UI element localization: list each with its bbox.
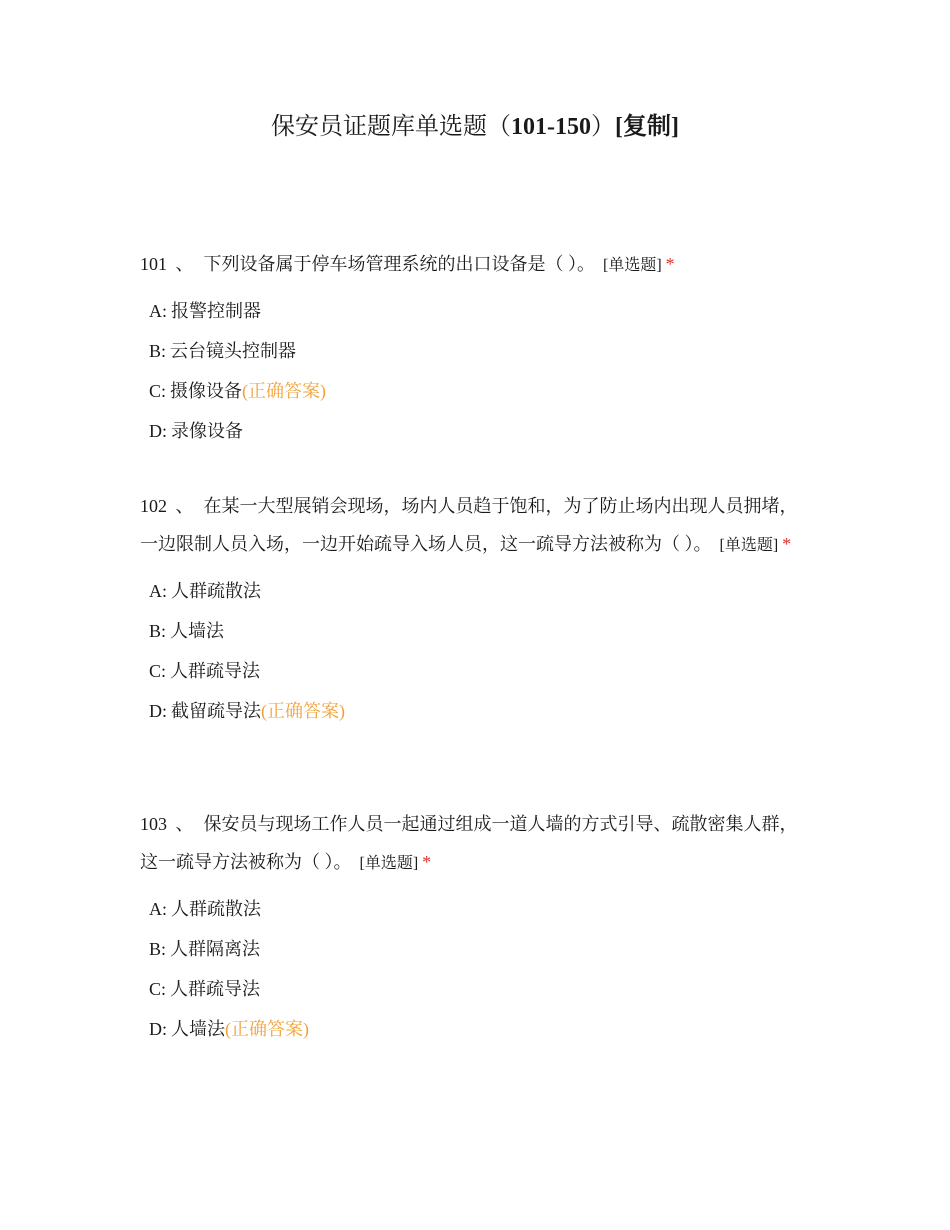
option-letter: A:	[149, 899, 167, 919]
question-type-label: [单选题]	[719, 537, 779, 554]
question-number: 103	[140, 814, 167, 834]
required-marker: *	[422, 852, 432, 872]
question-number: 101	[140, 254, 167, 274]
option-letter: A:	[149, 581, 167, 601]
option-b	[149, 611, 815, 651]
option-text: 人墙法	[170, 621, 225, 641]
option-text: 录像设备	[171, 421, 243, 441]
question-separator: 、	[175, 814, 194, 834]
option-d	[149, 411, 815, 451]
option-letter: D:	[149, 701, 167, 721]
option-c	[149, 651, 815, 691]
question-text: 在某一大型展销会现场，场内人员趋于饱和，为了防止场内出现人员拥堵，一边限制人员入场，一边开始疏导入场人员，这一疏导方法被称为（ ）。	[140, 496, 798, 554]
question-separator: 、	[175, 254, 194, 274]
correct-answer-tag: (正确答案)	[225, 1019, 309, 1039]
question-102	[140, 487, 815, 731]
correct-answer-tag: (正确答案)	[242, 381, 327, 401]
option-text: 人墙法	[171, 1019, 225, 1039]
option-a	[149, 889, 815, 929]
title-suffix: ）	[591, 114, 615, 140]
correct-answer-tag: (正确答案)	[261, 701, 345, 721]
question-separator: 、	[175, 496, 194, 516]
question-stem	[140, 805, 815, 883]
title-range: 101-150	[511, 114, 591, 140]
option-d	[149, 691, 815, 731]
page-title	[0, 110, 950, 144]
option-list	[140, 889, 815, 1049]
option-text: 人群疏导法	[170, 661, 261, 681]
option-a	[149, 291, 815, 331]
option-letter: C:	[149, 661, 167, 681]
option-d	[149, 1009, 815, 1049]
question-type-label: [单选题]	[603, 257, 662, 274]
question-number: 102	[140, 496, 167, 516]
option-text: 人群疏导法	[170, 979, 261, 999]
question-101	[140, 245, 815, 451]
option-letter: B:	[149, 939, 167, 959]
option-letter: D:	[149, 1019, 167, 1039]
option-text: 人群疏散法	[171, 899, 261, 919]
question-text: 下列设备属于停车场管理系统的出口设备是（ ）。	[203, 254, 595, 274]
option-text: 截留疏导法	[171, 701, 261, 721]
title-prefix: 保安员证题库单选题（	[271, 114, 511, 140]
question-type-label: [单选题]	[359, 855, 419, 872]
required-marker: *	[665, 254, 675, 274]
question-text: 保安员与现场工作人员一起通过组成一道人墙的方式引导、疏散密集人群，这一疏导方法被称为（ ）。	[140, 814, 798, 872]
option-a	[149, 571, 815, 611]
option-c	[149, 371, 815, 411]
option-letter: A:	[149, 301, 167, 321]
option-list	[140, 291, 815, 451]
option-letter: C:	[149, 381, 167, 401]
option-text: 云台镜头控制器	[170, 341, 297, 361]
option-letter: D:	[149, 421, 167, 441]
option-b	[149, 929, 815, 969]
question-stem	[140, 245, 815, 285]
option-text: 人群隔离法	[170, 939, 261, 959]
option-letter: C:	[149, 979, 167, 999]
question-103	[140, 805, 815, 1049]
option-letter: B:	[149, 341, 167, 361]
option-text: 摄像设备	[170, 381, 243, 401]
option-b	[149, 331, 815, 371]
question-stem	[140, 487, 815, 565]
option-letter: B:	[149, 621, 167, 641]
required-marker: *	[782, 534, 792, 554]
option-text: 人群疏散法	[171, 581, 261, 601]
title-copy-label: [复制]	[615, 114, 679, 140]
option-text: 报警控制器	[171, 301, 261, 321]
option-list	[140, 571, 815, 731]
option-c	[149, 969, 815, 1009]
